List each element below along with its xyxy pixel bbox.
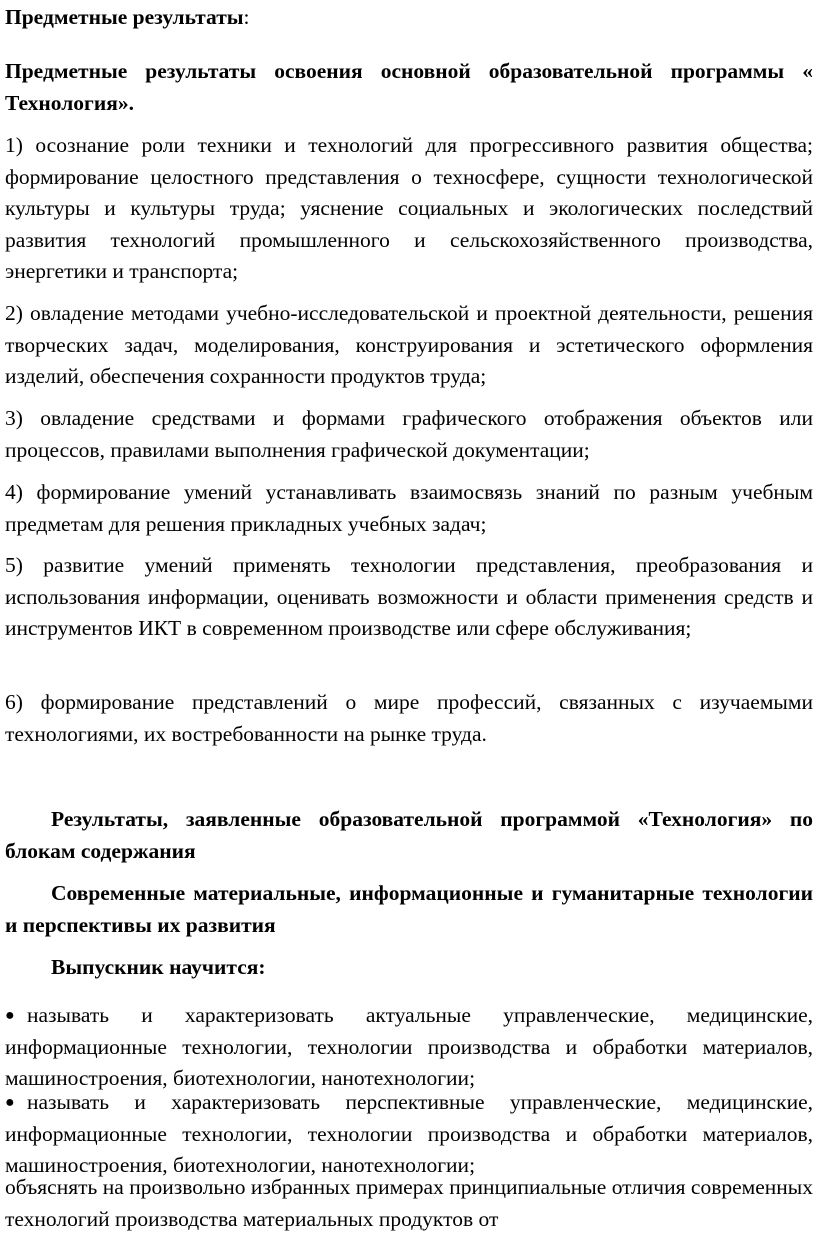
result-item-5: 5) развитие умений применять технологии представления, преобразования и использования информации, оценивать возможности и области применения средств и инструментов ИКТ в современном производстве или сфере обслуживания;	[5, 553, 813, 640]
result-item-3: 3) овладение средствами и формами графического отображения объектов или процессов, правилами выполнения графической документации;	[5, 406, 813, 462]
page-title	[5, 2, 250, 33]
list-item-text: называть и характеризовать актуальные управленческие, медицинские, информационные технологии, технологии производства и обработки материалов, машиностроения, биотехнологии, нанотехнологии;	[5, 1003, 813, 1090]
result-item-6: 6) формирование представлений о мире профессий, связанных с изучаемыми технологиями, их востребованности на рынке труда.	[5, 690, 813, 746]
page-title-text: Предметные результаты	[5, 5, 244, 29]
list-item-text: называть и характеризовать перспективные управленческие, медицинские, информационные технологии, технологии производства и обработки материалов, машиностроения, биотехнологии, нанотехнологии;	[5, 1090, 813, 1177]
list-item	[5, 1000, 813, 1095]
bullet-icon: ●	[5, 1094, 15, 1111]
section-title: Результаты, заявленные образовательной программой «Технология» по блокам содержания	[5, 807, 813, 863]
result-item-1: 1) осознание роли техники и технологий для прогрессивного развития общества; формирование целостного представления о техносфере, сущности технологической культуры и культуры труда; уяснение социальных и экологических последствий развития технологий промышленного и сельскохозяйственного производства, энергетики и транспорта;	[5, 133, 813, 283]
subheading: Предметные результаты освоения основной образовательной программы « Технология».	[5, 59, 813, 115]
result-item-2: 2) овладение методами учебно-исследовательской и проектной деятельности, решения творческих задач, моделирования, конструирования и эстетического оформления изделий, обеспечения сохранности продуктов труда;	[5, 301, 813, 388]
tail-paragraph: объяснять на произвольно избранных примерах принципиальные отличия современных технологий производства материальных продуктов от	[5, 1175, 813, 1231]
block-title: Современные материальные, информационные и гуманитарные технологии и перспективы их развития	[5, 881, 813, 937]
graduate-label: Выпускник научится:	[51, 955, 266, 979]
page-title-colon: :	[243, 5, 250, 29]
bullet-icon: ●	[5, 1007, 15, 1024]
result-item-4: 4) формирование умений устанавливать взаимосвязь знаний по разным учебным предметам для решения прикладных учебных задач;	[5, 480, 813, 536]
list-item	[5, 1087, 813, 1182]
